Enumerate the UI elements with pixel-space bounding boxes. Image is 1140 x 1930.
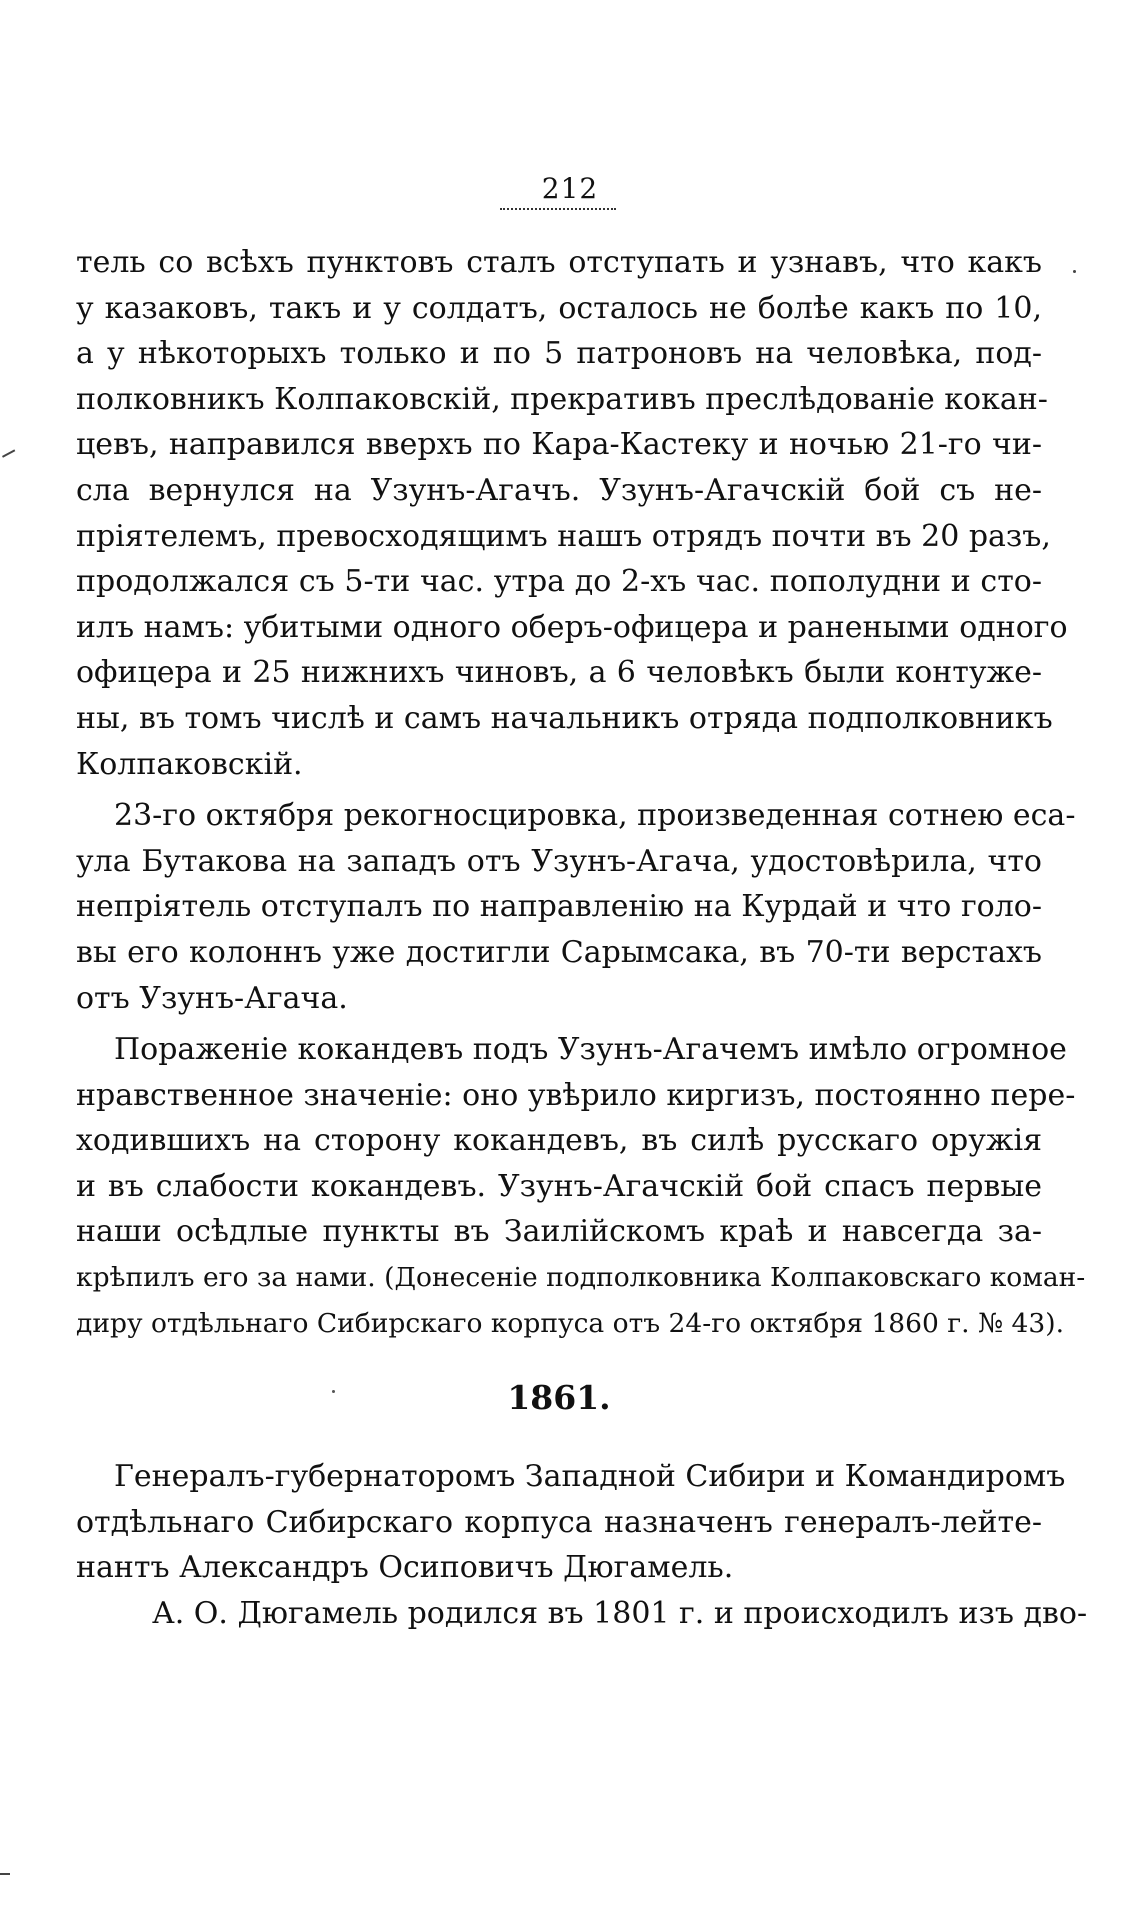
text-line: пріятелемъ, превосходящимъ нашъ отрядъ почти въ 20 разъ, — [76, 518, 1051, 554]
text-line: цевъ, направился вверхъ по Кара-Кастеку и ночью 21-го чи- — [76, 427, 1042, 463]
text-line: отъ Узунъ-Агача. — [76, 980, 348, 1016]
text-line: ны, въ томъ числѣ и самъ начальникъ отряда подполковникъ — [76, 700, 1053, 736]
text-line: наши осѣдлые пункты въ Заилійскомъ краѣ и навсегда за- — [76, 1214, 1042, 1250]
paragraph-2 — [76, 793, 1076, 1021]
text-line: ходившихъ на сторону кокандевъ, въ силѣ русскаго оружія — [76, 1123, 1042, 1159]
text-line: илъ намъ: убитыми одного оберъ-офицера и ранеными одного — [76, 609, 1068, 645]
paragraph-4 — [76, 1454, 1066, 1591]
margin-mark-bottom — [0, 1873, 10, 1875]
year-heading: 1861. — [507, 1378, 611, 1418]
text-line: тель со всѣхъ пунктовъ сталъ отступать и узнавъ, что какъ — [76, 245, 1042, 280]
text-line: А. О. Дюгамель родился въ 1801 г. и происходилъ изъ дво- — [152, 1596, 1088, 1632]
text-line: офицера и 25 нижнихъ чиновъ, а 6 человѣкъ были контуже- — [76, 655, 1042, 691]
paragraph-3 — [76, 1027, 1086, 1346]
body-text — [76, 240, 1088, 1637]
margin-mark — [2, 449, 20, 466]
text-line: и въ слабости кокандевъ. Узунъ-Агачскій бой спасъ первые — [76, 1168, 1042, 1204]
text-line: полковникъ Колпаковскій, прекративъ преслѣдованіе кокан- — [76, 381, 1048, 417]
text-line: ула Бутакова на западъ отъ Узунъ-Агача, удостовѣрила, что — [76, 843, 1042, 879]
margin-dot — [1073, 270, 1076, 273]
text-line: нравственное значеніе: оно увѣрило киргизъ, постоянно пере- — [76, 1077, 1076, 1113]
text-line: сла вернулся на Узунъ-Агачъ. Узунъ-Агачскій бой съ не- — [76, 472, 1042, 508]
text-line: у казаковъ, такъ и у солдатъ, осталось не болѣе какъ по 10, — [76, 290, 1042, 326]
text-line: продолжался съ 5-ти час. утра до 2-хъ час. пополудни и сто- — [76, 564, 1042, 600]
text-line: Колпаковскій. — [76, 746, 303, 782]
text-line: непріятель отступалъ по направленію на Курдай и что голо- — [76, 889, 1042, 925]
page-number: 212 — [541, 172, 599, 205]
text-line: вы его колоннъ уже достигли Сарымсака, въ 70-ти верстахъ — [76, 934, 1042, 970]
text-line: Генералъ-губернаторомъ Западной Сибири и Командиромъ — [114, 1459, 1066, 1495]
text-line: крѣпилъ его за нами. (Донесеніе подполковника Колпаковскаго коман- — [76, 1262, 1086, 1294]
paragraph-5 — [76, 1591, 1088, 1637]
text-line: 23-го октября рекогносцировка, произведенная сотнею еса- — [114, 798, 1076, 834]
text-line: отдѣльнаго Сибирскаго корпуса назначенъ генералъ-лейте- — [76, 1504, 1042, 1540]
text-line: нантъ Александръ Осиповичъ Дюгамель. — [76, 1550, 734, 1586]
text-line: Пораженіе кокандевъ подъ Узунъ-Агачемъ имѣло огромное — [114, 1032, 1067, 1068]
text-line: а у нѣкоторыхъ только и по 5 патроновъ на человѣка, под- — [76, 336, 1042, 372]
paragraph-1 — [76, 240, 1068, 787]
text-line: диру отдѣльнаго Сибирскаго корпуса отъ 24-го октября 1860 г. № 43). — [76, 1307, 1065, 1339]
page-number-rule — [500, 208, 616, 210]
